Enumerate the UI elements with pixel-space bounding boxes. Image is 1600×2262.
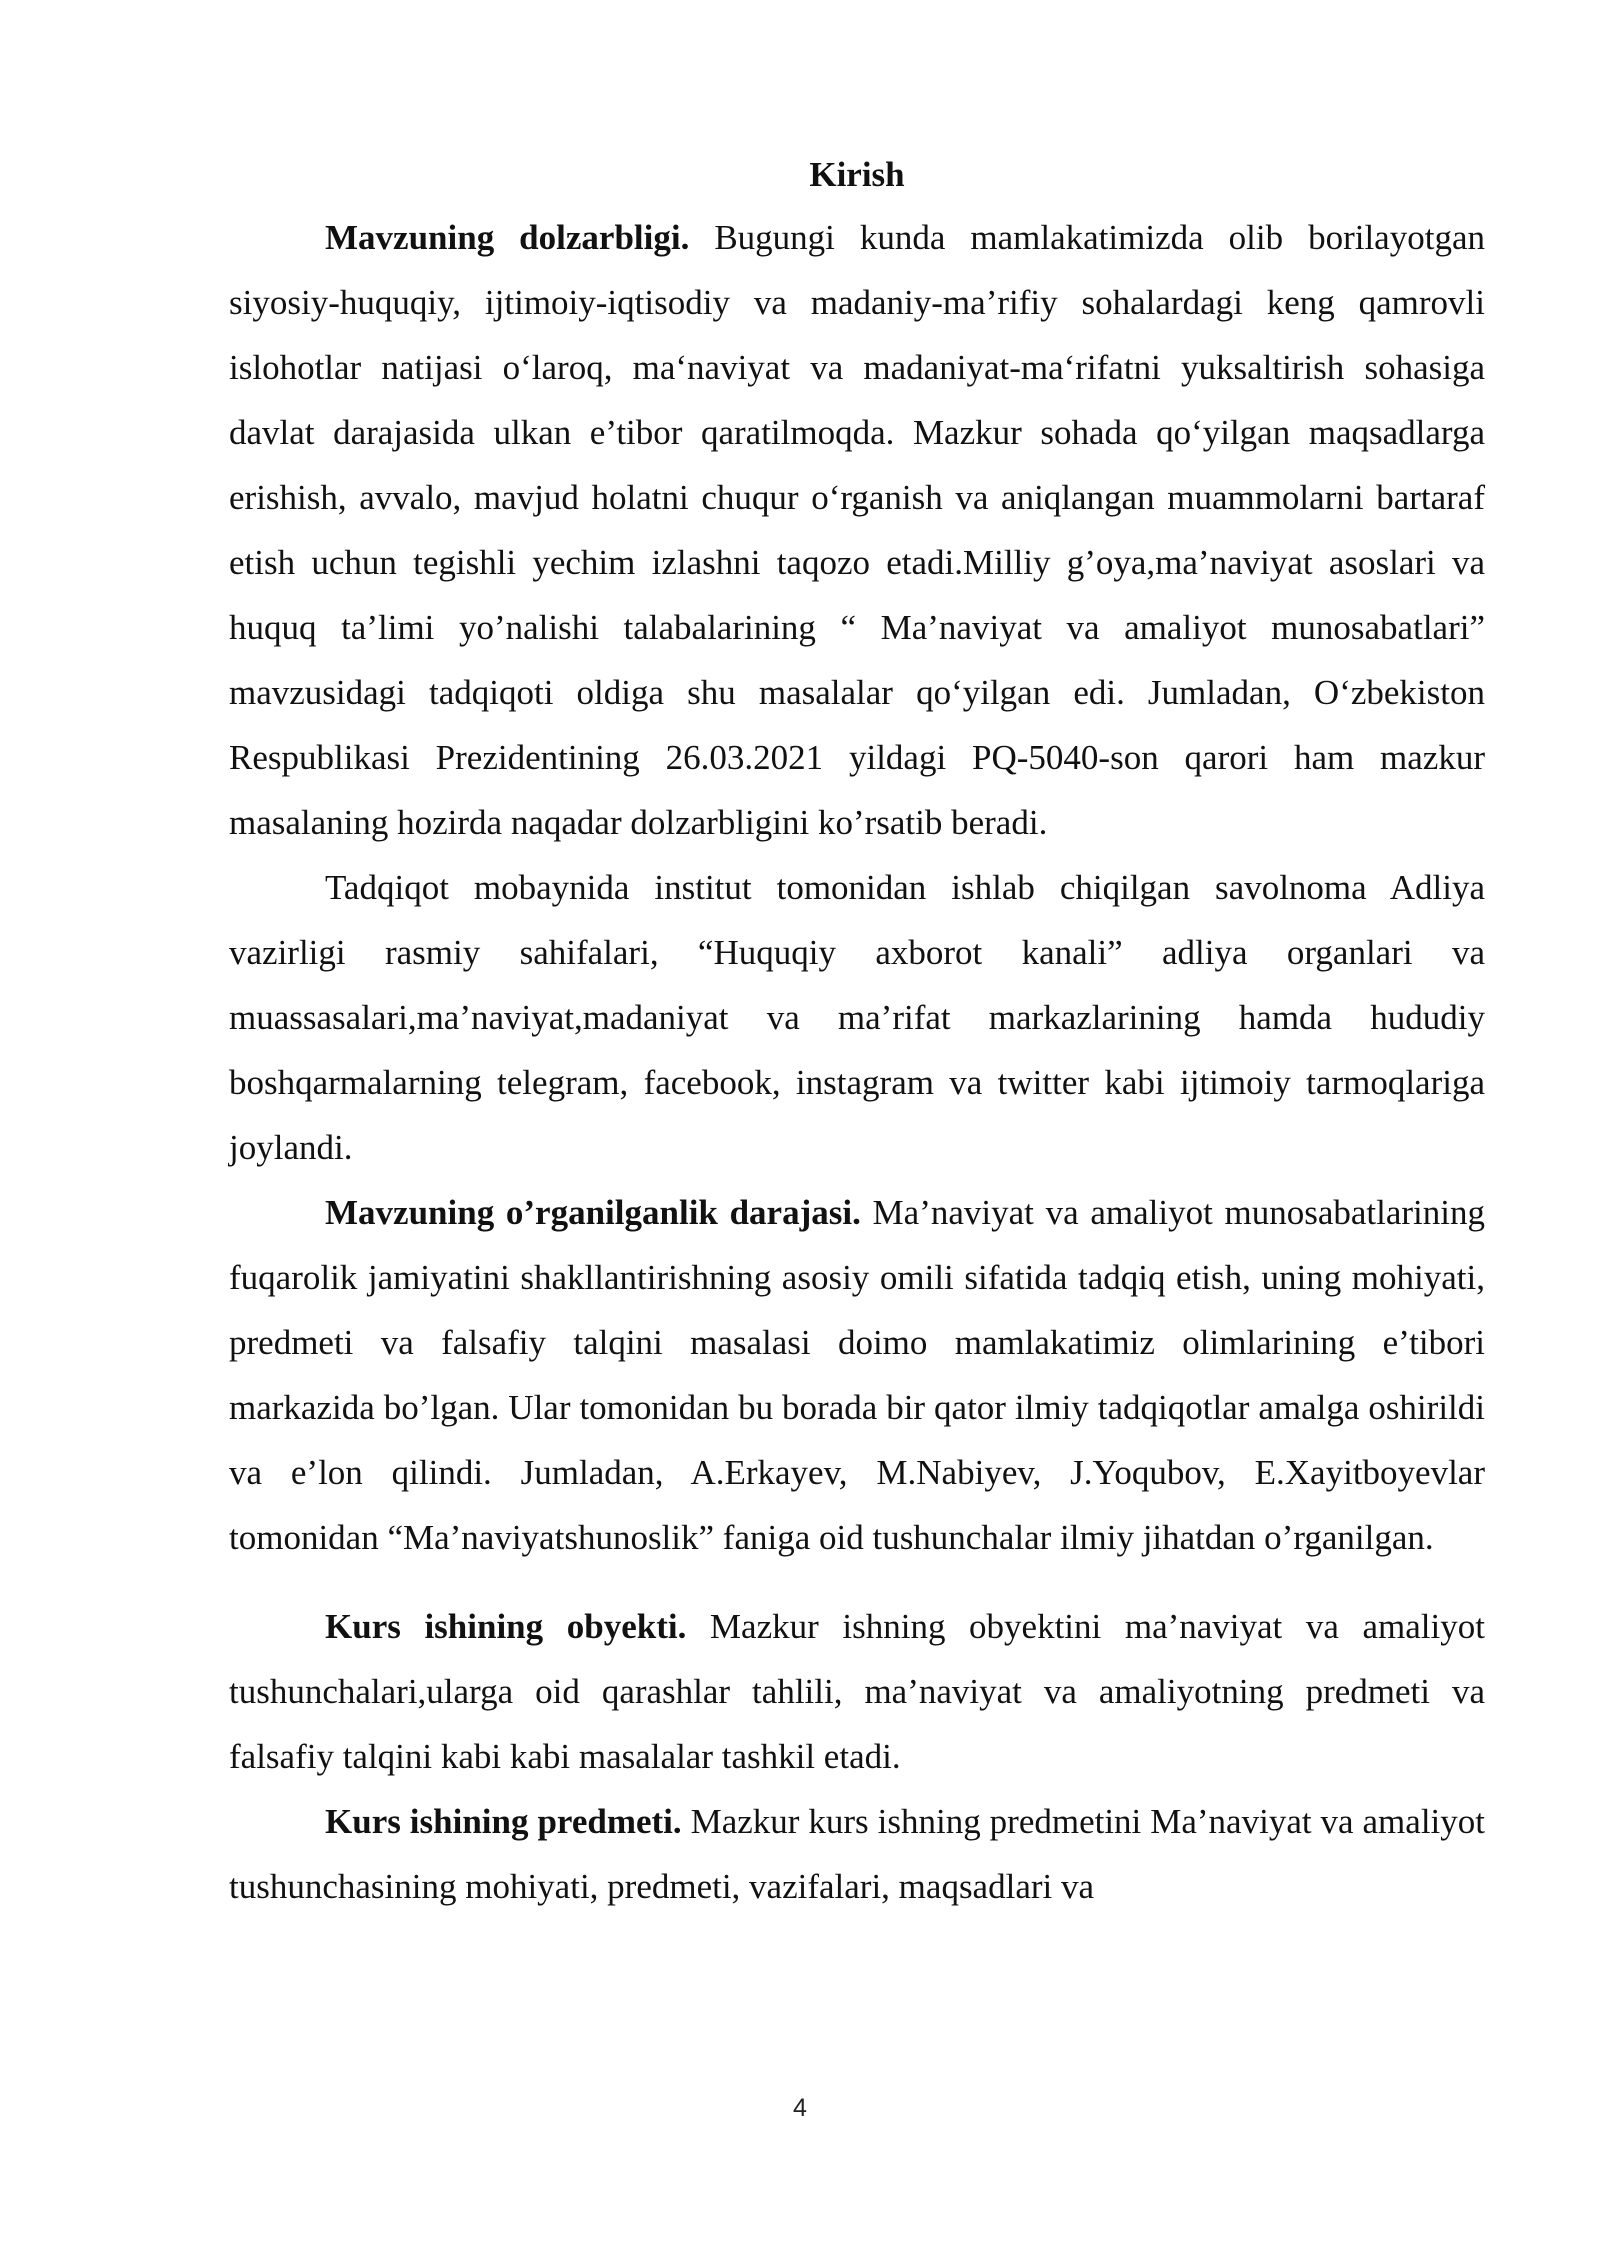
paragraph-object <box>229 1594 1485 1789</box>
paragraph-research-process <box>229 855 1485 1180</box>
paragraph-spacer <box>229 1570 1485 1594</box>
paragraph-lead: Kurs ishining obyekti. <box>325 1607 687 1646</box>
paragraph-lead: Mavzuning dolzarbligi. <box>325 218 690 257</box>
paragraph-lead: Kurs ishining predmeti. <box>325 1802 682 1841</box>
paragraph-text: Bugungi kunda mamlakatimizda olib borilayotgan siyosiy-huquqiy, ijtimoiy-iqtisodiy va madaniy-ma’rifiy sohalardagi keng qamrovli islohotlar natijasi o‘laroq, ma‘naviyat va madaniyat-ma‘rifatni yuksaltirish sohasiga davlat darajasida ulkan e’tibor qaratilmoqda. Mazkur sohada qo‘yilgan maqsadlarga erishish, avvalo, mavjud holatni chuqur o‘rganish va aniqlangan muammolarni bartaraf etish uchun tegishli yechim izlashni taqozo etadi.Milliy g’oya,ma’naviyat asoslari va huquq ta’limi yo’nalishi talabalarining “ Ma’naviyat va amaliyot munosabatlari” mavzusidagi tadqiqoti oldiga shu masalalar qo‘yilgan edi. Jumladan, O‘zbekiston Respublikasi Prezidentining 26.03.2021 yildagi PQ-5040-son qarori ham mazkur masalaning hozirda naqadar dolzarbligini ko’rsatib beradi. <box>229 218 1485 842</box>
paragraph-lead: Mavzuning o’rganilganlik darajasi. <box>325 1193 861 1232</box>
paragraph-text: Mazkur ishning obyektini ma’naviyat va amaliyot tushunchalari,ularga oid qarashlar tahlili, ma’naviyat va amaliyotning predmeti va falsafiy talqini kabi kabi masalalar tashkil etadi. <box>229 1607 1485 1776</box>
page-body <box>229 145 1485 1919</box>
paragraph-text: Mazkur kurs ishning predmetini Ma’naviyat va amaliyot tushunchasining mohiyati, predmeti, vazifalari, maqsadlari va <box>229 1802 1485 1906</box>
paragraph-text: Ma’naviyat va amaliyot munosabatlarining fuqarolik jamiyatini shakllantirishning asosiy omili sifatida tadqiq etish, uning mohiyati, predmeti va falsafiy talqini masalasi doimo mamlakatimiz olimlarining e’tibori markazida bo’lgan. Ular tomonidan bu borada bir qator ilmiy tadqiqotlar amalga oshirildi va e’lon qilindi. Jumladan, A.Erkayev, M.Nabiyev, J.Yoqubov, E.Xayitboyevlar tomonidan “Ma’naviyatshunoslik” faniga oid tushunchalar ilmiy jihatdan o’rganilgan. <box>229 1193 1485 1557</box>
paragraph-relevance <box>229 205 1485 855</box>
page-title: Kirish <box>809 155 905 194</box>
paragraph-study-level <box>229 1180 1485 1570</box>
paragraph-subject <box>229 1789 1485 1919</box>
paragraph-text: Tadqiqot mobaynida institut tomonidan ishlab chiqilgan savolnoma Adliya vazirligi rasmiy sahifalari, “Huquqiy axborot kanali” adliya organlari va muassasalari,ma’naviyat,madaniyat va ma’rifat markazlarining hamda hududiy boshqarmalarning telegram, facebook, instagram va twitter kabi ijtimoiy tarmoqlariga joylandi. <box>229 868 1485 1167</box>
page-number: 4 <box>793 2094 807 2122</box>
